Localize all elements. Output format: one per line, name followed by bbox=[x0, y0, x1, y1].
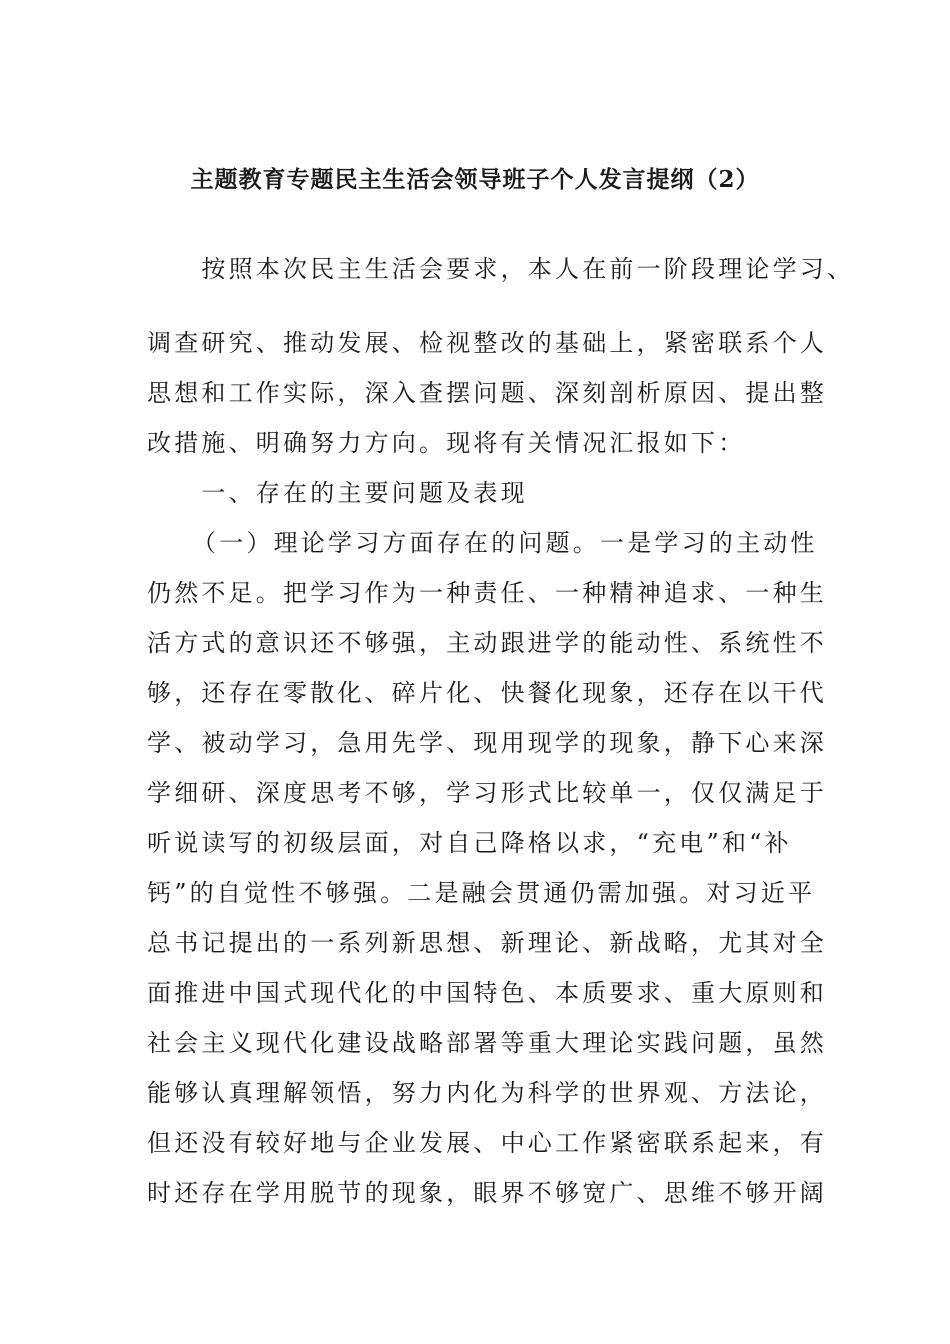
body-line: 但还没有较好地与企业发展、中心工作紧密联系起来，有 bbox=[147, 1129, 827, 1157]
section-heading: 一、存在的主要问题及表现 bbox=[147, 479, 528, 507]
body-line: 按照本次民主生活会要求，本人在前一阶段理论学习、 bbox=[147, 255, 855, 283]
body-line: 改措施、明确努力方向。现将有关情况汇报如下： bbox=[147, 429, 746, 457]
body-line: 总书记提出的一系列新思想、新理论、新战略，尤其对全 bbox=[147, 929, 827, 957]
body-line: 仍然不足。把学习作为一种责任、一种精神追求、一种生 bbox=[147, 579, 827, 607]
body-line: 时还存在学用脱节的现象，眼界不够宽广、思维不够开阔 bbox=[147, 1179, 827, 1207]
body-line: 思想和工作实际，深入查摆问题、深刻剖析原因、提出整 bbox=[147, 379, 827, 407]
document-title: 主题教育专题民主生活会领导班子个人发言提纲（2） bbox=[190, 166, 760, 193]
body-line: 听说读写的初级层面，对自己降格以求，“充电”和“补 bbox=[147, 829, 792, 857]
body-line: 面推进中国式现代化的中国特色、本质要求、重大原则和 bbox=[147, 979, 827, 1007]
body-line: 调查研究、推动发展、检视整改的基础上，紧密联系个人 bbox=[147, 329, 827, 357]
body-line: 能够认真理解领悟，努力内化为科学的世界观、方法论， bbox=[147, 1079, 827, 1107]
body-line: 学、被动学习，急用先学、现用现学的现象，静下心来深 bbox=[147, 729, 827, 757]
body-line: 学细研、深度思考不够，学习形式比较单一，仅仅满足于 bbox=[147, 779, 827, 807]
body-line: 活方式的意识还不够强，主动跟进学的能动性、系统性不 bbox=[147, 629, 827, 657]
body-line: 钙”的自觉性不够强。二是融会贯通仍需加强。对习近平 bbox=[147, 879, 816, 907]
body-line: 社会主义现代化建设战略部署等重大理论实践问题，虽然 bbox=[147, 1029, 827, 1057]
body-line: （一）理论学习方面存在的问题。一是学习的主动性 bbox=[192, 529, 818, 557]
body-line: 够，还存在零散化、碎片化、快餐化现象，还存在以干代 bbox=[147, 679, 827, 707]
